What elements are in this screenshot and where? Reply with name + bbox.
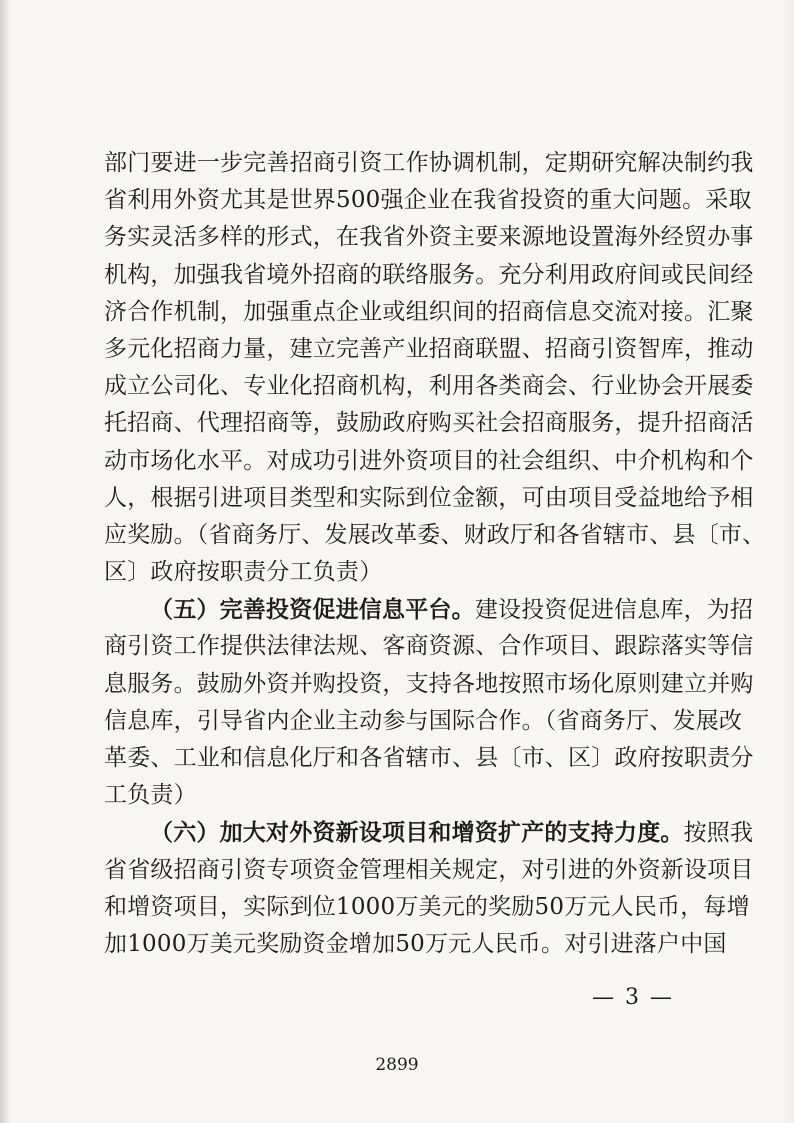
text-line: 省省级招商引资专项资金管理相关规定，对引进的外资新设项目 — [104, 856, 754, 883]
text-line: 省利用外资尤其是世界500强企业在我省投资的重大问题。采取 — [104, 187, 752, 214]
section-6-heading: （六）加大对外资新设项目和增资扩产的支持力度。 — [150, 819, 684, 847]
page-number: — 3 — — [592, 985, 674, 1010]
text-line: 济合作机制，加强重点企业或组织间的招商信息交流对接。汇聚 — [104, 298, 754, 325]
text-line: 革委、工业和信息化厅和各省辖市、县〔市、区〕政府按职责分 — [104, 745, 754, 771]
text-line: 加1000万美元奖励资金增加50万元人民币。对引进落户中国 — [104, 930, 727, 957]
text-line: 信息库，引导省内企业主动参与国际合作。（省商务厅、发展改 — [104, 707, 743, 734]
text-line: 息服务。鼓励外资并购投资，支持各地按照市场化原则建立并购 — [104, 670, 754, 697]
text-line: 人，根据引进项目类型和实际到位金额，可由项目受益地给予相 — [104, 484, 754, 511]
text-line: 区〕政府按职责分工负责） — [104, 559, 383, 586]
body-text — [104, 145, 766, 963]
text-line: 动市场化水平。对成功引进外资项目的社会组织、中介机构和个 — [104, 447, 754, 474]
text-line: 务实灵活多样的形式，在我省外资主要来源地设置海外经贸办事 — [104, 224, 754, 251]
text-line: 和增资项目，实际到位1000万美元的奖励50万元人民币，每增 — [104, 893, 750, 920]
text-line: 多元化招商力量，建立完善产业招商联盟、招商引资智库，推动 — [104, 335, 754, 362]
text-line: 工负责） — [104, 782, 197, 809]
binding-shadow — [0, 0, 10, 1123]
text-line: 成立公司化、专业化招商机构，利用各类商会、行业协会开展委 — [104, 373, 754, 400]
section-5-heading: （五）完善投资促进信息平台。 — [150, 596, 475, 624]
section-6-text: 按照我 — [683, 820, 754, 847]
section-5-text: 建设投资促进信息库，为招 — [474, 597, 754, 624]
text-line: 托招商、代理招商等，鼓励政府购买社会招商服务，提升招商活 — [104, 410, 754, 437]
text-line: 部门要进一步完善招商引资工作协调机制，定期研究解决制约我 — [104, 150, 754, 176]
text-line: 机构，加强我省境外招商的联络服务。充分利用政府间或民间经 — [104, 261, 754, 288]
footer-number: 2899 — [375, 1055, 419, 1075]
section-5-first-line — [104, 591, 754, 628]
text-line: 商引资工作提供法律法规、客商资源、合作项目、跟踪落实等信 — [104, 633, 754, 660]
text-line: 应奖励。（省商务厅、发展改革委、财政厅和各省辖市、县〔市、 — [104, 521, 766, 548]
section-6-first-line — [104, 814, 754, 851]
